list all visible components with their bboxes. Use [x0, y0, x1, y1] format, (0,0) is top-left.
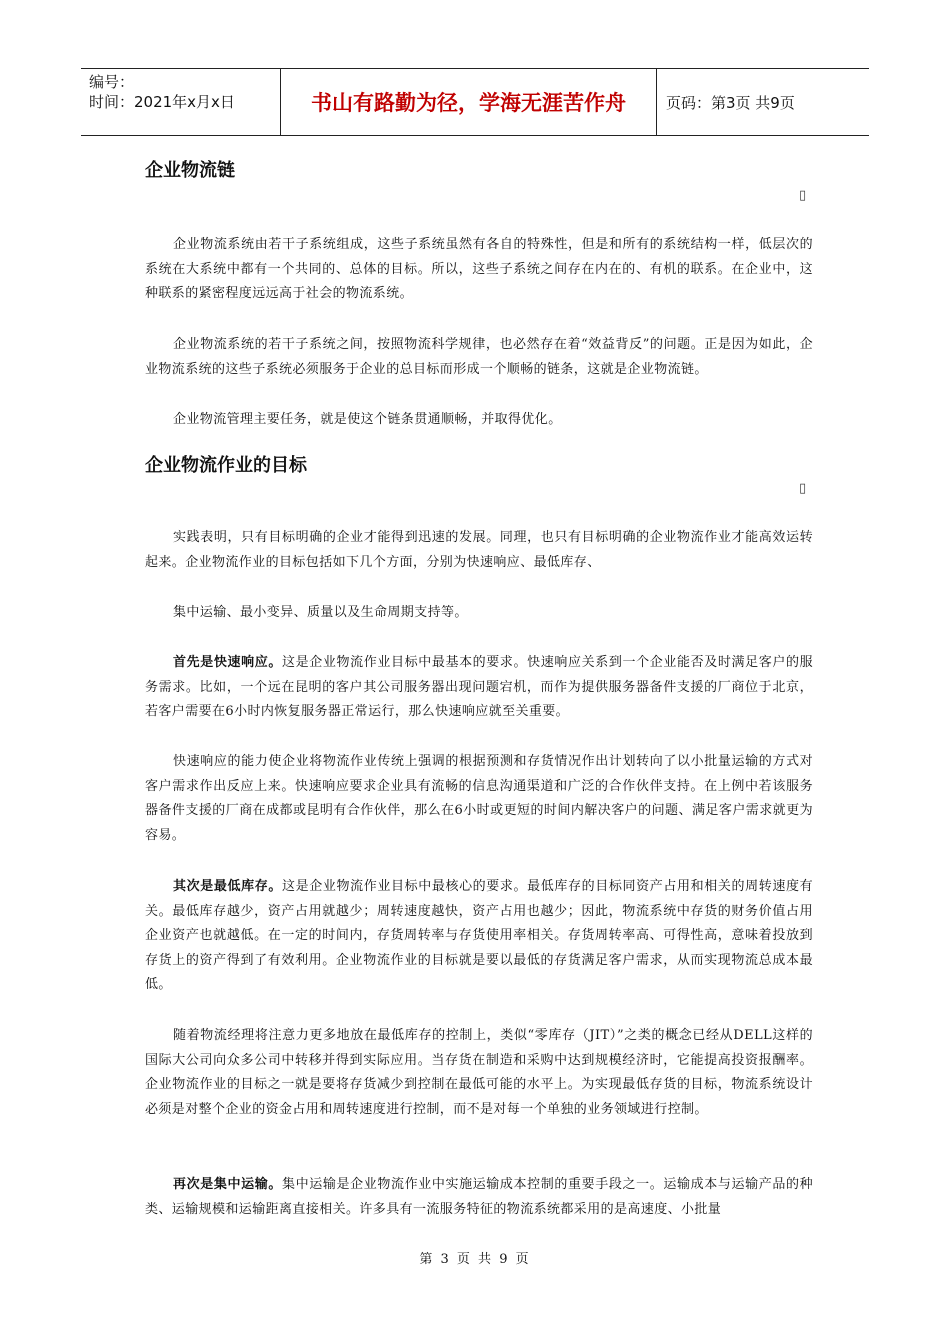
number-label: 编号：: [89, 73, 135, 91]
header-motto: 书山有路勤为径，学海无涯苦作舟: [281, 69, 657, 135]
section-title-logistics-goals: 企业物流作业的目标: [145, 455, 307, 476]
page-footer: 第 3 页 共 9 页: [419, 1252, 531, 1267]
paragraph-consolidated-transport: [145, 1173, 813, 1222]
paragraph-text: 快速响应的能力使企业将物流作业传统上强调的根据预测和存货情况作出计划转向了以小批量运输的方式对客户需求作出反应上来。快速响应要求企业具有流畅的信息沟通渠道和广泛的合作伙伴支持。在上例中若该服务器备件支援的厂商在成都或昆明有合作伙伴，那么在6小时或更短的时间内解决客户的问题、满足客户需求就更为容易。: [145, 754, 813, 843]
paragraph-minimum-inventory: [145, 875, 813, 998]
section-title-logistics-chain: 企业物流链: [145, 160, 235, 181]
paragraph-fast-response: [145, 651, 813, 725]
paragraph: 企业物流系统由若干子系统组成，这些子系统虽然有各自的特殊性，但是和所有的系统结构一样，低层次的系统在大系统中都有一个共同的、总体的目标。所以，这些子系统之间存在内在的、有机的联系。在企业中，这种联系的紧密程度远远高于社会的物流系统。: [145, 237, 813, 301]
paragraph: [145, 750, 813, 848]
paragraph-text: 这是企业物流作业目标中最核心的要求。最低库存的目标同资产占用和相关的周转速度有关。最低库存越少，资产占用就越少；周转速度越快，资产占用也越少；因此，物流系统中存货的财务价值占用企业资产也就越低。在一定的时间内，存货周转率与存货使用率相关。存货周转率高、可得性高，意味着投放到存货上的资产得到了有效利用。企业物流作业的目标就是要以最低的存货满足客户需求，从而实现物流总成本最低。: [145, 879, 814, 992]
placeholder-glyph-icon: ▯: [799, 481, 807, 496]
paragraph: 企业物流系统的若干子系统之间，按照物流科学规律，也必然存在着“效益背反”的问题。正是因为如此，企业物流系统的这些子系统必须服务于企业的总目标而形成一个顺畅的链条，这就是企业物流链。: [145, 337, 813, 377]
paragraph: 集中运输、最小变异、质量以及生命周期支持等。: [173, 605, 468, 620]
paragraph: 企业物流管理主要任务，就是使这个链条贯通顺畅，并取得优化。: [173, 412, 562, 427]
lead-phrase: 再次是集中运输。: [173, 1177, 282, 1192]
date-label: 时间：2021年x月x日: [89, 93, 235, 111]
lead-phrase: 其次是最低库存。: [173, 879, 282, 894]
paragraph: [145, 1024, 813, 1122]
document-header: [81, 68, 869, 136]
paragraph-text: 随着物流经理将注意力更多地放在最低库存的控制上，类似“零库存（JIT）”之类的概念已经从DELL这样的国际大公司向众多公司中转移并得到实际应用。当存货在制造和采购中达到规模经济时，它能提高投资报酬率。企业物流作业的目标之一就是要将存货减少到控制在最低可能的水平上。为实现最低存货的目标，物流系统设计必须是对整个企业的资金占用和周转速度进行控制，而不是对每一个单独的业务领域进行控制。: [145, 1028, 813, 1117]
lead-phrase: 首先是快速响应。: [173, 655, 282, 670]
header-info-cell: [81, 69, 281, 135]
paragraph: 实践表明，只有目标明确的企业才能得到迅速的发展。同理，也只有目标明确的企业物流作业才能高效运转起来。企业物流作业的目标包括如下几个方面，分别为快速响应、最低库存、: [145, 530, 813, 570]
paragraph-text: 集中运输是企业物流作业中实施运输成本控制的重要手段之一。运输成本与运输产品的种类、运输规模和运输距离直接相关。许多具有一流服务特征的物流系统都采用的是高速度、小批量: [145, 1177, 814, 1217]
placeholder-glyph-icon: ▯: [799, 188, 807, 203]
header-page-code: 页码：第3页 共9页: [666, 93, 795, 112]
paragraph-text: 这是企业物流作业目标中最基本的要求。快速响应关系到一个企业能否及时满足客户的服务需求。比如，一个远在昆明的客户其公司服务器出现问题宕机，而作为提供服务器备件支援的厂商位于北京，若客户需要在6小时内恢复服务器正常运行，那么快速响应就至关重要。: [145, 655, 814, 719]
